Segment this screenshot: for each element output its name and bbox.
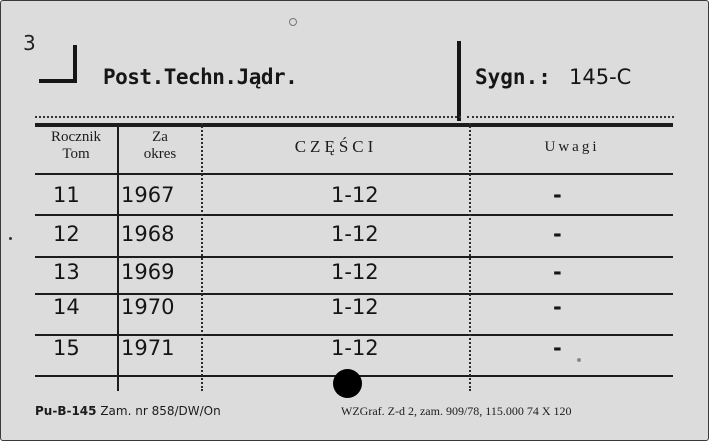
signature-label: Sygn.:	[475, 65, 551, 89]
row-rule	[35, 214, 673, 216]
row-year: 1967	[121, 183, 175, 207]
column-divider-dotted	[469, 123, 471, 391]
header-year-volume	[35, 129, 117, 163]
header-period	[119, 129, 201, 163]
row-volume: 12	[53, 222, 80, 246]
row-parts: 1-12	[331, 183, 379, 207]
small-punch-hole	[289, 18, 297, 26]
header-remarks: Uwagi	[544, 139, 600, 155]
row-volume: 15	[53, 336, 80, 360]
corner-bracket-icon	[73, 45, 77, 83]
holdings-table	[35, 123, 673, 391]
header-year-volume-line1: Rocznik	[51, 129, 101, 145]
form-code: Pu-B-145	[35, 404, 97, 418]
footer-printer: WZGraf. Z-d 2, zam. 909/78, 115.000 74 X 120	[341, 404, 572, 418]
row-parts: 1-12	[331, 222, 379, 246]
header-parts: CZĘŚCI	[294, 137, 378, 156]
row-volume: 13	[53, 260, 80, 284]
corner-bracket-base	[39, 79, 75, 83]
punch-hole	[333, 369, 362, 398]
dotted-rule	[467, 116, 674, 118]
journal-title: Post.Techn.Jądr.	[103, 65, 298, 89]
table-top-rule	[35, 123, 673, 127]
row-year: 1970	[121, 295, 175, 319]
row-volume: 11	[53, 183, 80, 207]
row-year: 1968	[121, 222, 175, 246]
row-parts: 1-12	[331, 295, 379, 319]
footer-left	[35, 404, 221, 418]
dotted-rule	[35, 116, 461, 118]
header-period-line1: Za	[152, 129, 168, 145]
row-parts: 1-12	[331, 336, 379, 360]
row-year: 1971	[121, 336, 175, 360]
row-remarks: -	[553, 183, 562, 207]
order-text: Zam. nr 858/DW/On	[100, 404, 221, 418]
row-remarks: -	[553, 260, 562, 284]
header-bottom-rule	[35, 173, 673, 175]
ink-speck	[9, 237, 12, 240]
row-remarks: -	[553, 295, 562, 319]
signature-value: 145-C	[569, 65, 632, 89]
row-rule	[35, 256, 673, 258]
row-remarks: -	[553, 336, 562, 360]
header-period-line2: okres	[143, 146, 177, 162]
corner-number: 3	[23, 31, 36, 55]
row-parts: 1-12	[331, 260, 379, 284]
column-divider-dotted	[201, 123, 203, 391]
column-divider	[117, 123, 119, 391]
row-remarks: -	[553, 222, 562, 246]
header-separator	[457, 41, 461, 121]
header-year-volume-line2: Tom	[62, 146, 90, 162]
row-volume: 14	[53, 295, 80, 319]
row-year: 1969	[121, 260, 175, 284]
